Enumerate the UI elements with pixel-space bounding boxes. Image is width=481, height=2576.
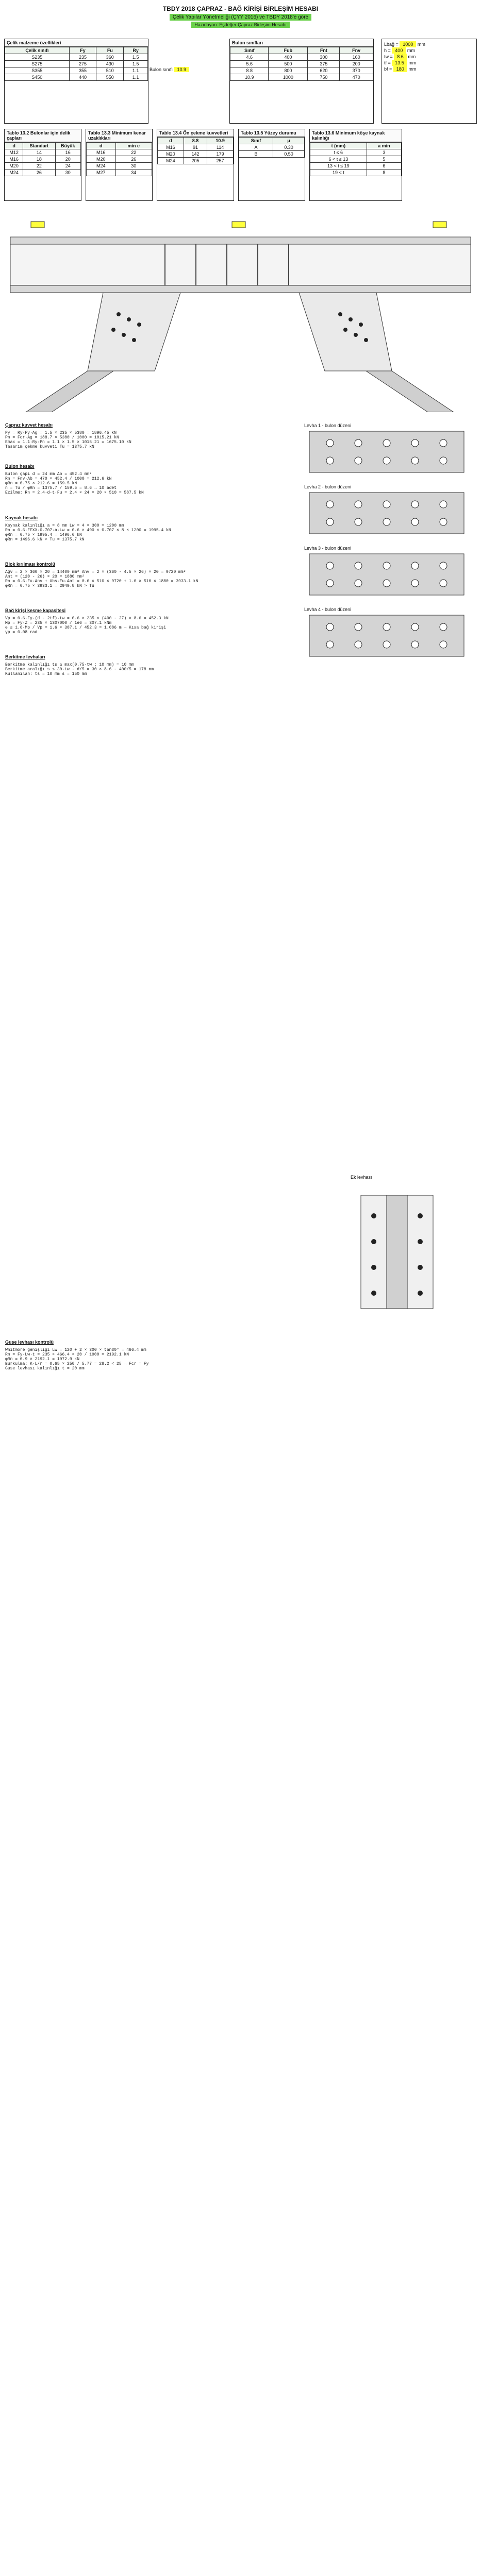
calc-line: Berkitme kalınlığı ts ≥ max(0.75·tw ; 10 mm) = 10 mm	[5, 663, 134, 667]
section-1-lines	[5, 431, 294, 449]
bolt-hole	[355, 457, 362, 464]
table-cell: 5	[367, 156, 401, 163]
bolt-hole	[326, 562, 334, 569]
section-2-lines	[5, 472, 294, 495]
calc-line: Whitmore genişliği Lw = 120 + 2 × 300 × tan30° = 466.4 mm	[5, 1348, 146, 1352]
table-row	[87, 149, 152, 156]
bolt-hole	[411, 641, 419, 648]
table-cell: 22	[115, 149, 152, 156]
table-row	[310, 149, 402, 156]
table-cell: 91	[184, 144, 207, 151]
table-header: Ry	[124, 47, 148, 54]
table-row2-0-grid	[5, 142, 81, 176]
table-cell: 30	[55, 170, 80, 176]
table-row2-2-grid	[157, 137, 234, 164]
input-label: tw =	[384, 54, 393, 59]
calc-line: φRn = 0.75 × 3933.1 = 2949.8 kN > Tu	[5, 584, 94, 588]
table-row2-2-caption: Tablo 13.4 Ön çekme kuvvetleri	[157, 129, 234, 137]
bolt-hole	[383, 439, 390, 447]
section-2-title: Bulon hesabı	[5, 464, 35, 469]
table-row	[5, 149, 81, 156]
table-cell: M16	[87, 149, 116, 156]
bolt-hole	[440, 439, 447, 447]
table-cell: 14	[23, 149, 55, 156]
input-row	[384, 66, 474, 72]
table-header: Fnt	[308, 47, 340, 54]
calc-line: Py = Ry·Fy·Ag = 1.5 × 235 × 5380 = 1896.45 kN	[5, 431, 117, 435]
table-cell: 8	[367, 170, 401, 176]
input-row	[384, 41, 474, 47]
input-row	[384, 60, 474, 66]
bolt-hole	[440, 623, 447, 631]
calc-line: φRn = 0.9 × 2192.1 = 1972.9 kN	[5, 1357, 80, 1362]
page-subtitle: Çelik Yapılar Yönetmeliği (ÇYY 2016) ve TBDY 2018'e göre	[170, 14, 311, 21]
table-header: Sınıf	[239, 138, 273, 144]
table-row	[239, 151, 305, 158]
bolt-hole	[326, 501, 334, 508]
input-unit: mm	[408, 66, 417, 72]
table-cell: M27	[87, 170, 116, 176]
bolt-hole	[355, 562, 362, 569]
brace-connection-drawing	[10, 216, 471, 412]
calc-line: Rn = Fy·Lw·t = 235 × 466.4 × 20 / 1000 = 2192.1 kN	[5, 1352, 129, 1357]
table-cell: M20	[87, 156, 116, 163]
table-row2-1-grid	[86, 142, 152, 176]
table-cell: 1.5	[124, 61, 148, 67]
table-cell: 550	[96, 74, 124, 81]
table-header: d	[5, 143, 23, 149]
bolt-hole	[383, 623, 390, 631]
bolt-hole	[383, 580, 390, 587]
table-row	[310, 156, 402, 163]
table-cell: 375	[308, 61, 340, 67]
section-6-lines	[5, 663, 294, 676]
table-header: Fy	[69, 47, 96, 54]
table-row	[310, 170, 402, 176]
input-unit: mm	[408, 60, 417, 65]
beam-web	[10, 244, 471, 285]
table-cell: 22	[23, 163, 55, 170]
bolt-hole	[355, 439, 362, 447]
table-header: Fu	[96, 47, 124, 54]
beam-bottom-flange	[10, 285, 471, 293]
table-header: min e	[115, 143, 152, 149]
input-unit: mm	[417, 42, 425, 47]
calc-line: Emax = 1.1·Ry·Pn = 1.1 × 1.5 × 1015.21 = 1675.10 kN	[5, 440, 131, 445]
bolt-hole	[355, 501, 362, 508]
bolt-table	[230, 47, 373, 81]
bolt-hole	[411, 623, 419, 631]
bolt-pattern	[304, 422, 474, 477]
table-cell: 1.1	[124, 74, 148, 81]
table-cell: 1.1	[124, 67, 148, 74]
bolt-hole	[411, 457, 419, 464]
brace-left	[26, 371, 113, 412]
weld-table-caption: Tablo 13.6 Minimum köşe kaynak kalınlığı	[310, 129, 402, 142]
highlight-value[interactable]: 10.9	[174, 67, 190, 72]
bolt-hole	[383, 457, 390, 464]
table-row	[239, 144, 305, 151]
table-row	[310, 163, 402, 170]
table-cell: 13 < t ≤ 19	[310, 163, 367, 170]
table-cell: 26	[115, 156, 152, 163]
table-cell: M16	[158, 144, 184, 151]
table-cell: 510	[96, 67, 124, 74]
calc-line: e ≤ 1.6·Mp / Vp = 1.6 × 307.1 / 452.3 = 1.086 m → Kısa bağ kirişi	[5, 625, 167, 630]
calc-line: Berkitme aralığı s ≤ 30·tw - d/5 = 30 × 8.6 - 400/5 = 178 mm	[5, 667, 154, 672]
section-7-title: Guse levhası kontrolü	[5, 1340, 54, 1345]
param-table-grid	[239, 137, 305, 158]
bolt-pattern-svg	[304, 551, 469, 598]
table-cell: 440	[69, 74, 96, 81]
input-value[interactable]: 180	[393, 66, 407, 72]
bolt-hole	[326, 457, 334, 464]
bolt-hole	[440, 501, 447, 508]
bolt-hole	[383, 518, 390, 526]
table-row	[87, 170, 152, 176]
bolt-hole	[355, 580, 362, 587]
table-cell: 18	[23, 156, 55, 163]
input-value[interactable]: 1000	[400, 41, 416, 47]
table-cell: M24	[5, 170, 23, 176]
table-header: t (mm)	[310, 143, 367, 149]
table-cell: 355	[69, 67, 96, 74]
table-row	[5, 163, 81, 170]
input-value[interactable]: 400	[392, 47, 406, 54]
calc-line: φRn = 0.75 × 1995.4 = 1496.6 kN	[5, 533, 82, 537]
table-row2-0	[4, 129, 81, 201]
input-label: tf =	[384, 60, 391, 65]
bolt-hole	[383, 641, 390, 648]
highlight-field	[150, 67, 189, 72]
table-header: Standart	[23, 143, 55, 149]
table-header: Büyük	[55, 143, 80, 149]
calc-line: Kullanılan: ts = 10 mm s = 150 mm	[5, 672, 87, 676]
input-unit: mm	[408, 54, 416, 59]
calc-line: Vp = 0.6·Fy·(d - 2tf)·tw = 0.6 × 235 × (400 - 27) × 8.6 = 452.3 kN	[5, 616, 169, 621]
bolt-pattern	[304, 545, 474, 599]
table-cell: S235	[5, 54, 70, 61]
calc-line: Rn = Fnv·Ab = 470 × 452.4 / 1000 = 212.6 kN	[5, 477, 112, 481]
bolt-hole	[383, 501, 390, 508]
bolt-hole	[355, 518, 362, 526]
table-cell: M12	[5, 149, 23, 156]
bolt-hole	[411, 518, 419, 526]
table-cell: 4.6	[230, 54, 269, 61]
gusset-plate	[88, 293, 180, 371]
section-5-lines	[5, 616, 294, 635]
bolt-table-caption: Bulon sınıfları	[230, 39, 373, 47]
table-row	[5, 74, 148, 81]
table-cell: M24	[158, 158, 184, 164]
table-row2-2	[157, 129, 234, 201]
calc-line: Ezilme: Rn = 2.4·d·t·Fu = 2.4 × 24 × 20 × 510 = 587.5 kN	[5, 490, 144, 495]
bolt-hole	[326, 518, 334, 526]
section-6-title: Berkitme levhaları	[5, 654, 45, 659]
table-cell: S450	[5, 74, 70, 81]
bolt-pattern-column	[304, 422, 474, 668]
table-cell: 0.50	[273, 151, 304, 158]
section-4-lines	[5, 570, 294, 588]
input-label: Lbağ =	[384, 42, 399, 47]
bolt-hole	[355, 623, 362, 631]
table-cell: 200	[340, 61, 373, 67]
bolt-pattern-svg	[304, 490, 469, 536]
page-credit: Hazırlayan: Eşdeğer Çapraz Birleşim Hesabı	[191, 22, 290, 28]
calc-line: n = Tu / φRn = 1375.7 / 159.5 = 8.6 → 10 adet	[5, 486, 117, 490]
table-cell: 430	[96, 61, 124, 67]
table-cell: M24	[87, 163, 116, 170]
table-cell: 750	[308, 74, 340, 81]
beam-top-flange	[10, 237, 471, 244]
calc-line: Pn = Fcr·Ag = 188.7 × 5380 / 1000 = 1015.21 kN	[5, 435, 119, 440]
table-cell: 24	[55, 163, 80, 170]
section-1-title: Çapraz kuvvet hesabı	[5, 422, 53, 428]
table-header: μ	[273, 138, 304, 144]
splice-label: Ek levhası	[351, 1175, 372, 1180]
table-cell: 1000	[269, 74, 308, 81]
table-cell: 400	[269, 54, 308, 61]
input-value[interactable]: 8.6	[394, 54, 407, 60]
bolt-hole	[411, 562, 419, 569]
table-row	[230, 61, 373, 67]
bolt-pattern-label: Levha 3 - bulon düzeni	[304, 546, 352, 551]
table-cell: 500	[269, 61, 308, 67]
bolt-pattern	[304, 484, 474, 538]
table-header: Fub	[269, 47, 308, 54]
table-cell: 370	[340, 67, 373, 74]
calc-line: Mp = Fy·Z = 235 × 1307000 / 1e6 = 307.1 kNm	[5, 621, 112, 625]
input-label: bf =	[384, 66, 392, 72]
table-cell: 3	[367, 149, 401, 156]
section-5-title: Bağ kirişi kesme kapasitesi	[5, 608, 66, 613]
bolt-hole	[326, 623, 334, 631]
table-row	[5, 61, 148, 67]
bolt-pattern-label: Levha 1 - bulon düzeni	[304, 423, 352, 428]
weld-table-grid	[310, 142, 402, 176]
table-header: d	[87, 143, 116, 149]
table-row	[5, 54, 148, 61]
param-table-caption: Tablo 13.5 Yüzey durumu	[239, 129, 305, 137]
bolt-hole	[355, 641, 362, 648]
table-cell: 275	[69, 61, 96, 67]
calc-line: φRn = 1496.6 kN > Tu = 1375.7 kN	[5, 537, 85, 542]
table-cell: 114	[207, 144, 234, 151]
table-row	[87, 156, 152, 163]
table-cell: S275	[5, 61, 70, 67]
input-label: h =	[384, 48, 391, 53]
input-row	[384, 54, 474, 60]
calc-line: Agv = 2 × 360 × 20 = 14400 mm² Anv = 2 × (360 - 4.5 × 26) × 20 = 9720 mm²	[5, 570, 186, 574]
table-cell: 257	[207, 158, 234, 164]
bolt-pattern	[304, 606, 474, 660]
table-row	[158, 158, 234, 164]
table-row	[5, 67, 148, 74]
table-cell: 205	[184, 158, 207, 164]
bolt-pattern-label: Levha 4 - bulon düzeni	[304, 607, 352, 612]
page-title: TBDY 2018 ÇAPRAZ - BAĞ KİRİŞİ BİRLEŞİM HESABI	[162, 5, 319, 12]
table-header: Sınıf	[230, 47, 269, 54]
table-header: Çelik sınıfı	[5, 47, 70, 54]
table-cell: 10.9	[230, 74, 269, 81]
material-table-caption: Çelik malzeme özellikleri	[5, 39, 148, 47]
table-cell: 30	[115, 163, 152, 170]
material-table	[5, 47, 148, 81]
table-cell: 0.30	[273, 144, 304, 151]
table-cell: 235	[69, 54, 96, 61]
input-row	[384, 47, 474, 54]
table-header: Fnv	[340, 47, 373, 54]
table-cell: 179	[207, 151, 234, 158]
table-cell: 16	[55, 149, 80, 156]
table-row2-1	[86, 129, 153, 201]
bolt-hole	[411, 439, 419, 447]
bolt-hole	[440, 580, 447, 587]
section-3-lines	[5, 523, 294, 542]
table-cell: 1.5	[124, 54, 148, 61]
table-row	[5, 156, 81, 163]
table-cell: M16	[5, 156, 23, 163]
calc-line: Ant = (120 - 26) × 20 = 1880 mm²	[5, 574, 85, 579]
table-header: d	[158, 138, 184, 144]
table-row	[158, 144, 234, 151]
table-row	[230, 54, 373, 61]
table-cell: 19 < t	[310, 170, 367, 176]
section-4-title: Blok kırılması kontrolü	[5, 562, 56, 567]
section-3-title: Kaynak hesabı	[5, 515, 38, 520]
table-cell: 800	[269, 67, 308, 74]
table-cell: A	[239, 144, 273, 151]
calc-line: Tasarım çekme kuvveti Tu = 1375.7 kN	[5, 445, 94, 449]
table-cell: 360	[96, 54, 124, 61]
calc-line: Kaynak kalınlığı a = 8 mm Lw = 4 × 300 = 1200 mm	[5, 523, 124, 528]
bolt-hole	[383, 562, 390, 569]
bolt-table-box	[229, 39, 374, 124]
input-box	[382, 39, 477, 124]
section-7-lines	[5, 1348, 294, 1371]
table-cell: 26	[23, 170, 55, 176]
calc-line: φRn = 0.75 × 212.6 = 159.5 kN	[5, 481, 77, 486]
table-header: a min	[367, 143, 401, 149]
table-cell: S355	[5, 67, 70, 74]
table-cell: 300	[308, 54, 340, 61]
param-table	[238, 129, 305, 201]
bolt-hole	[440, 562, 447, 569]
table-cell: 142	[184, 151, 207, 158]
table-row2-0-caption: Tablo 13.2 Bulonlar için delik çapları	[5, 129, 81, 142]
bolt-pattern-svg	[304, 429, 469, 475]
table-row	[5, 170, 81, 176]
brace-right	[366, 371, 454, 412]
table-row2-1-caption: Tablo 13.3 Minimum kenar uzaklıkları	[86, 129, 152, 142]
table-header: 8.8	[184, 138, 207, 144]
table-cell: 34	[115, 170, 152, 176]
table-cell: 160	[340, 54, 373, 61]
table-cell: B	[239, 151, 273, 158]
table-header: 10.9	[207, 138, 234, 144]
bolt-hole	[440, 641, 447, 648]
table-cell: M20	[5, 163, 23, 170]
bolt-hole	[440, 457, 447, 464]
page-header	[0, 0, 481, 36]
bolt-hole	[411, 501, 419, 508]
calc-line: γp = 0.08 rad	[5, 630, 38, 635]
bolt-hole	[440, 518, 447, 526]
calc-line: Bulon çapı d = 24 mm Ab = 452.4 mm²	[5, 472, 92, 477]
input-unit: mm	[407, 48, 415, 53]
table-cell: 8.8	[230, 67, 269, 74]
table-cell: t ≤ 6	[310, 149, 367, 156]
highlight-label: Bulon sınıfı	[150, 67, 173, 72]
table-row	[230, 67, 373, 74]
splice-plate-drawing	[330, 1185, 464, 1319]
input-list	[384, 41, 474, 72]
table-cell: 470	[340, 74, 373, 81]
bolt-pattern-label: Levha 2 - bulon düzeni	[304, 484, 352, 489]
calc-line: Rn = 0.6·Fu·Anv + Ubs·Fu·Ant = 0.6 × 510 × 9720 + 1.0 × 510 × 1880 = 3933.1 kN	[5, 579, 198, 584]
bolt-hole	[326, 439, 334, 447]
bolt-hole	[326, 641, 334, 648]
bolt-pattern-svg	[304, 613, 469, 659]
table-cell: 6	[367, 163, 401, 170]
table-cell: 20	[55, 156, 80, 163]
calc-line: Rn = 0.6·FEXX·0.707·a·Lw = 0.6 × 490 × 0.707 × 8 × 1200 = 1995.4 kN	[5, 528, 171, 533]
material-table-box	[4, 39, 148, 124]
table-row	[230, 74, 373, 81]
table-cell: 620	[308, 67, 340, 74]
bolt-hole	[326, 580, 334, 587]
bolt-hole	[411, 580, 419, 587]
table-cell: M20	[158, 151, 184, 158]
input-value[interactable]: 13.5	[392, 60, 407, 66]
table-cell: 5.6	[230, 61, 269, 67]
table-row	[158, 151, 234, 158]
weld-table	[309, 129, 402, 201]
table-row	[87, 163, 152, 170]
calc-line: Burkulma: K·L/r = 0.65 × 250 / 5.77 = 28.2 < 25 → Fcr = Fy	[5, 1362, 149, 1366]
table-cell: 6 < t ≤ 13	[310, 156, 367, 163]
calc-line: Guse levhası kalınlığı t = 20 mm	[5, 1366, 85, 1371]
